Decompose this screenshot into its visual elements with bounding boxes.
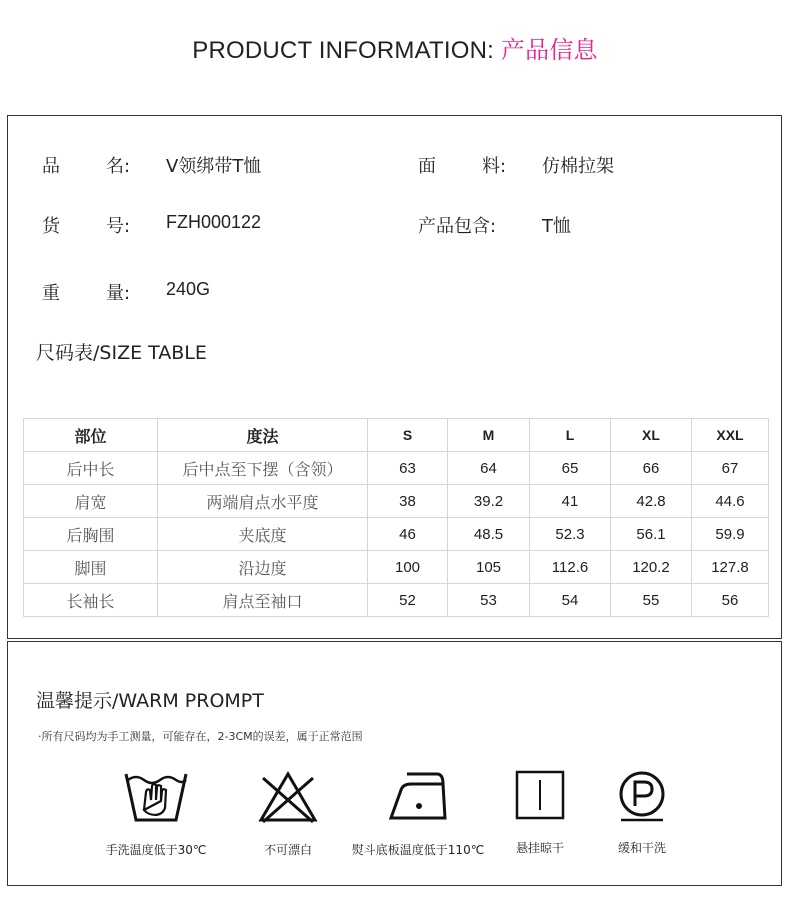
product-info-panel: 品 名: V领绑带T恤 面 料: 仿棉拉架 货 号: FZH000122 产品包含: T恤 重 量: 240G 尺码表/SIZE TABLE 部位 度法 S M L XL XXL 后中长 后中点至下摆（含领） 63 64 65 66 67 肩宽 两端肩点水平度 38 39.2 41 42.8 44.6 后胸围 夹底度 46 48.5 52.3 56.1 59.9 脚围 沿边度 100 105 112.6 120.2 127.8 长袖长 肩点至袖口 52 53 54 55 56 <box>7 115 782 639</box>
size-table-heading: 尺码表/SIZE TABLE <box>36 342 207 364</box>
care-iron <box>342 770 494 858</box>
row-size-value: 46 <box>368 518 448 551</box>
page-title-cn: 产品信息 <box>500 36 598 64</box>
row-method: 两端肩点水平度 <box>158 485 368 518</box>
row-size-value: 56.1 <box>611 518 692 551</box>
header-part: 部位 <box>24 419 158 452</box>
row-size-value: 66 <box>611 452 692 485</box>
iron-icon <box>387 770 449 824</box>
table-row <box>24 485 769 518</box>
row-size-value: 100 <box>368 551 448 584</box>
row-size-value: 67 <box>692 452 769 485</box>
row-size-value: 41 <box>530 485 611 518</box>
hand-wash-label: 手洗温度低于30℃ <box>105 843 207 857</box>
row-size-value: 64 <box>448 452 530 485</box>
size-table-header-row <box>24 419 769 452</box>
row-size-value: 52.3 <box>530 518 611 551</box>
row-size-value: 112.6 <box>530 551 611 584</box>
header-xl: XL <box>611 419 692 452</box>
row-size-value: 105 <box>448 551 530 584</box>
row-part: 肩宽 <box>24 485 158 518</box>
row-size-value: 56 <box>692 584 769 617</box>
row-part: 脚围 <box>24 551 158 584</box>
row-size-value: 53 <box>448 584 530 617</box>
row-size-value: 48.5 <box>448 518 530 551</box>
hang-dry-icon <box>515 770 565 820</box>
warm-prompt-panel <box>7 641 782 886</box>
header-xxl: XXL <box>692 419 769 452</box>
iron-label: 熨斗底板温度低于110℃ <box>351 843 485 857</box>
row-method: 后中点至下摆（含领） <box>158 452 368 485</box>
row-size-value: 120.2 <box>611 551 692 584</box>
hang-dry-label: 悬挂晾干 <box>515 841 564 855</box>
row-size-value: 38 <box>368 485 448 518</box>
header-l: L <box>530 419 611 452</box>
hand-wash-icon <box>124 770 188 824</box>
measurement-note: ·所有尺码均为手工测量，可能存在，2-3CM的误差，属于正常范围 <box>38 730 363 743</box>
header-m: M <box>448 419 530 452</box>
table-row <box>24 452 769 485</box>
row-part: 长袖长 <box>24 584 158 617</box>
row-size-value: 44.6 <box>692 485 769 518</box>
warm-prompt-heading: 温馨提示/WARM PROMPT <box>36 690 264 712</box>
table-row <box>24 518 769 551</box>
table-row <box>24 551 769 584</box>
care-no-bleach <box>238 770 338 858</box>
size-table <box>23 418 769 617</box>
care-hand-wash <box>96 770 216 858</box>
page-title <box>0 30 790 65</box>
care-hang-dry <box>504 770 576 856</box>
package-label: 产品包含: <box>418 216 497 237</box>
row-part: 后胸围 <box>24 518 158 551</box>
row-size-value: 54 <box>530 584 611 617</box>
row-method: 夹底度 <box>158 518 368 551</box>
care-dry-clean <box>606 770 678 856</box>
fabric-value: 仿棉拉架 <box>542 156 614 177</box>
row-size-value: 42.8 <box>611 485 692 518</box>
row-part: 后中长 <box>24 452 158 485</box>
row-size-value: 59.9 <box>692 518 769 551</box>
header-method: 度法 <box>158 419 368 452</box>
sku-value: FZH000122 <box>166 212 262 232</box>
row-size-value: 52 <box>368 584 448 617</box>
row-size-value: 39.2 <box>448 485 530 518</box>
row-size-value: 65 <box>530 452 611 485</box>
row-size-value: 63 <box>368 452 448 485</box>
dry-clean-p-icon <box>615 770 669 824</box>
table-row <box>24 584 769 617</box>
weight-value: 240G <box>166 279 211 299</box>
header-s: S <box>368 419 448 452</box>
row-size-value: 55 <box>611 584 692 617</box>
row-size-value: 127.8 <box>692 551 769 584</box>
row-method: 肩点至袖口 <box>158 584 368 617</box>
no-bleach-label: 不可漂白 <box>263 843 312 857</box>
dry-clean-label: 缓和干洗 <box>617 841 666 855</box>
row-method: 沿边度 <box>158 551 368 584</box>
name-value: V领绑带T恤 <box>166 156 262 177</box>
no-bleach-icon <box>257 770 319 824</box>
package-value: T恤 <box>542 216 571 237</box>
page-title-en: PRODUCT INFORMATION: <box>192 37 501 64</box>
